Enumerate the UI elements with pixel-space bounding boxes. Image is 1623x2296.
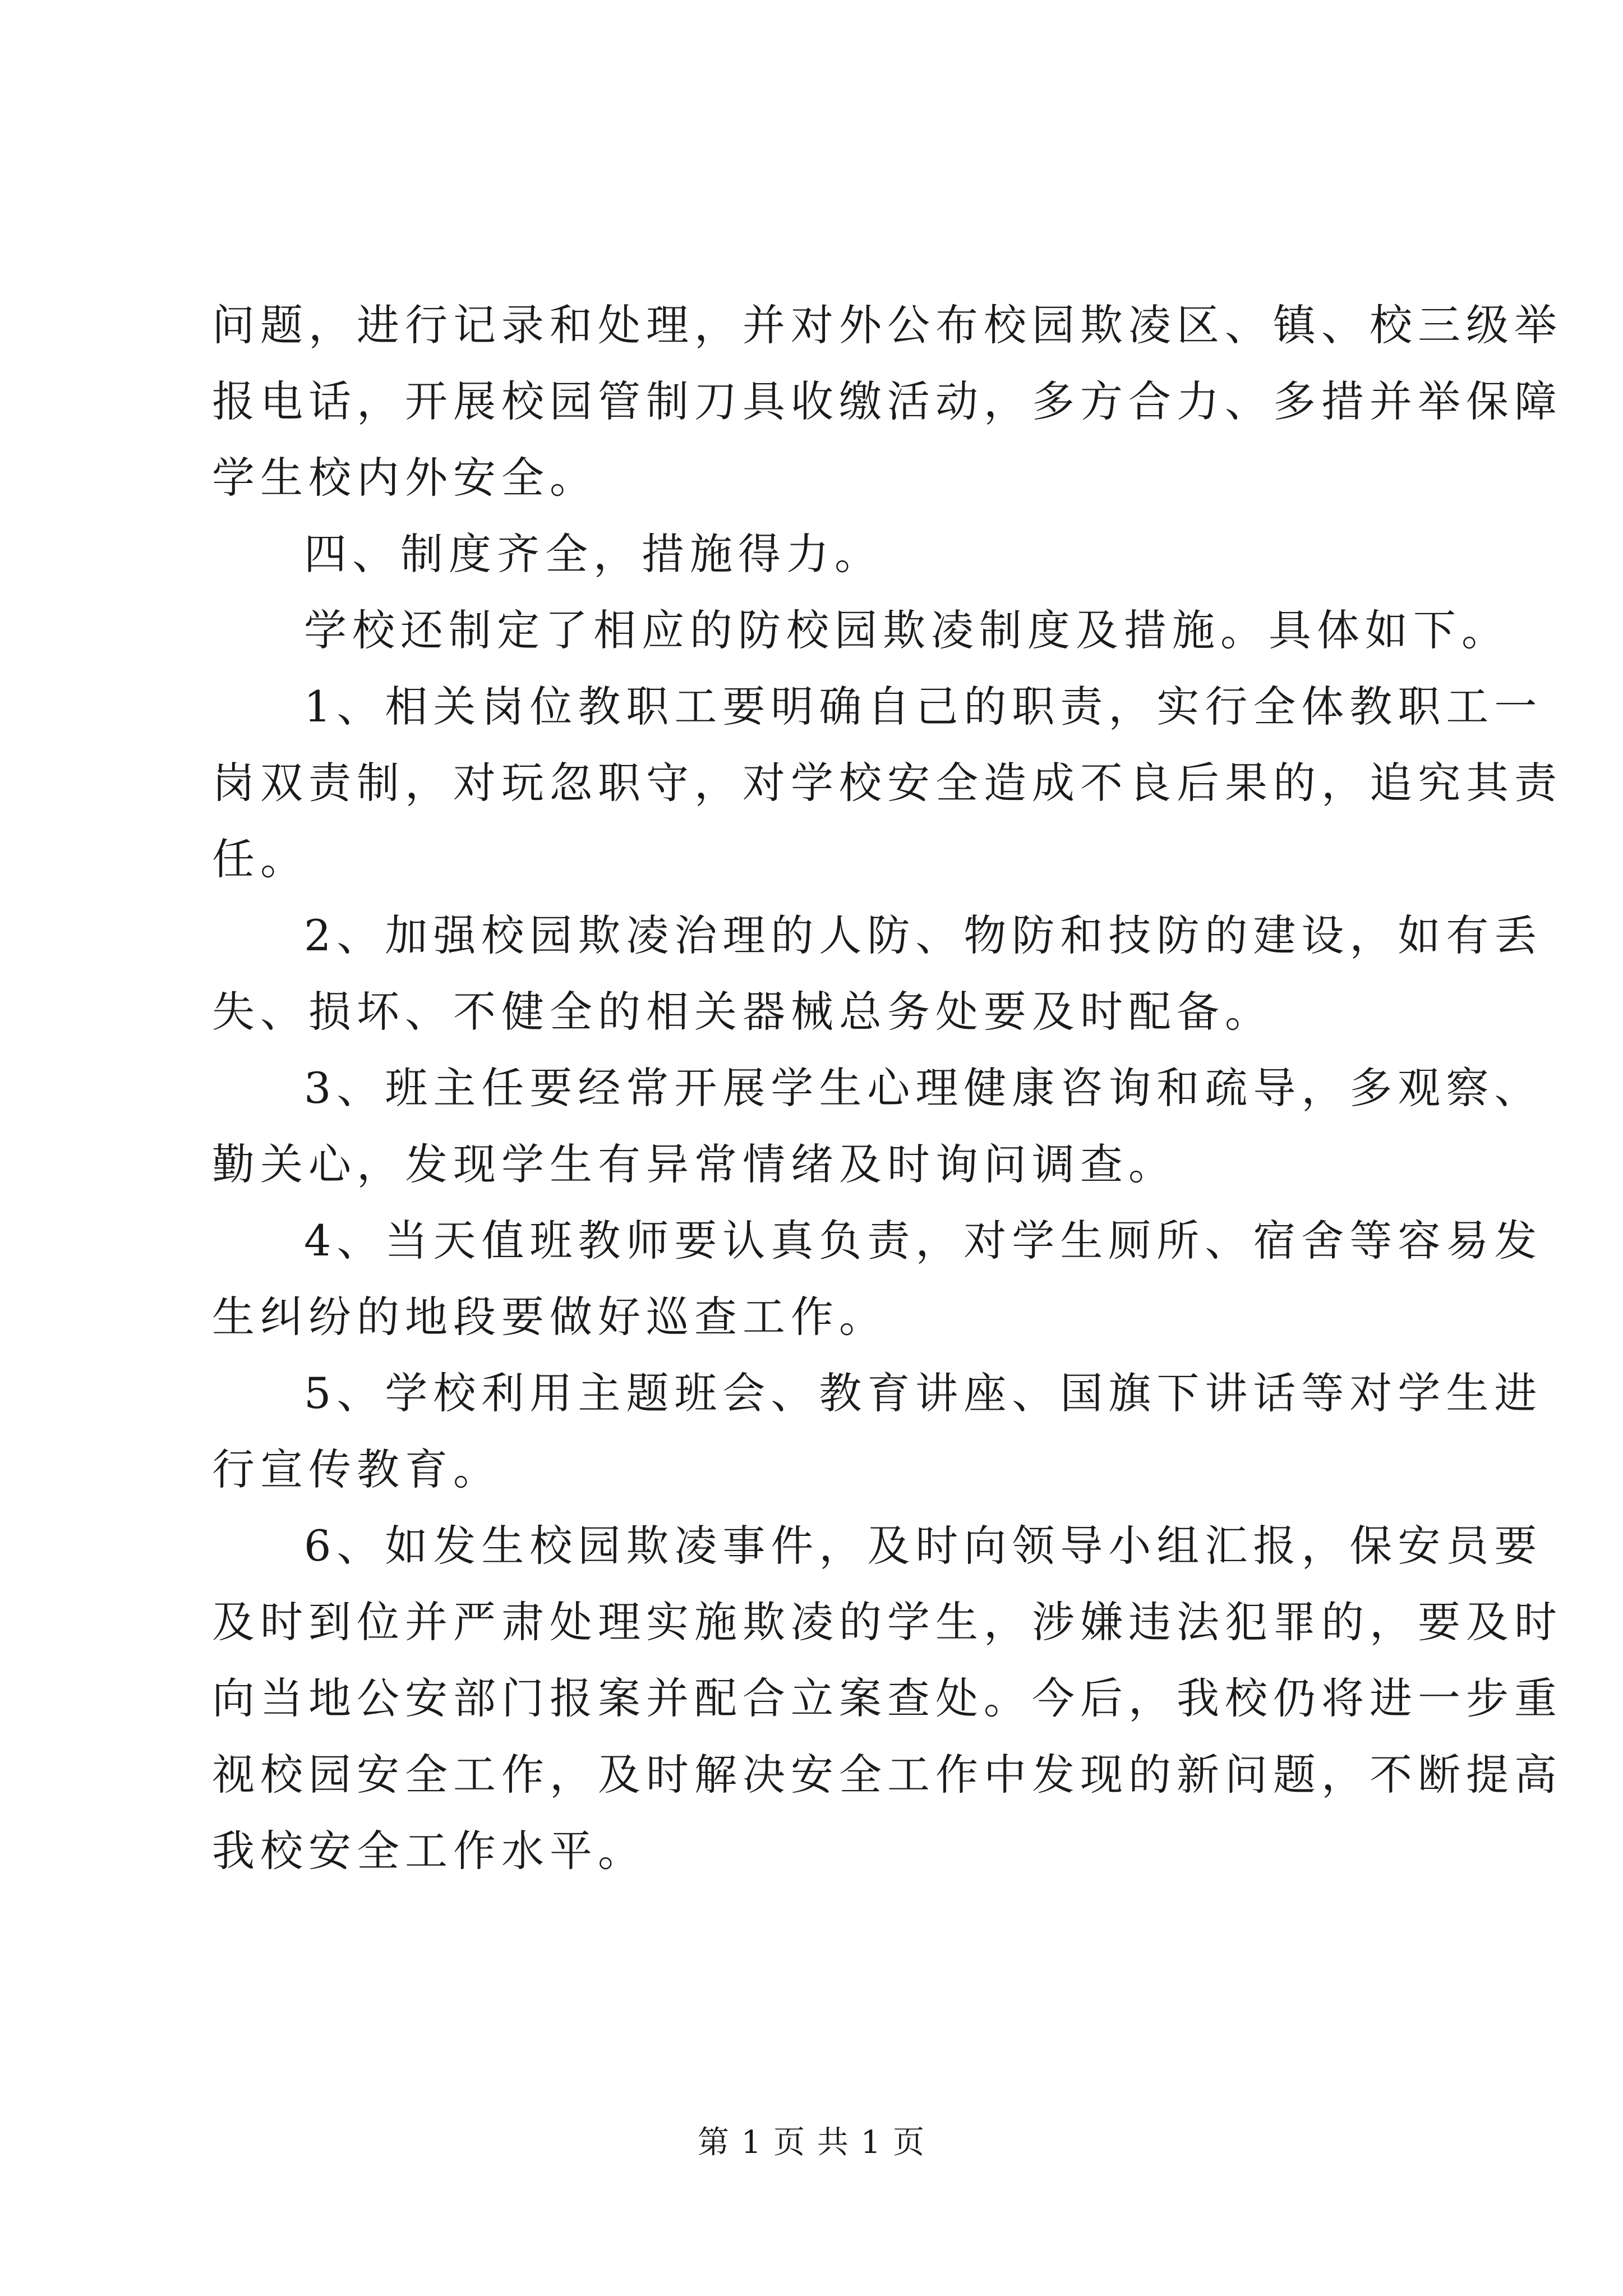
paragraph-line: 向当地公安部门报案并配合立案查处。今后，我校仍将进一步重 [212,1673,1562,1723]
paragraph-line: 失、损坏、不健全的相关器械总务处要及时配备。 [212,987,1273,1037]
paragraph [212,898,1543,1050]
page-number-label: 第 1 页 共 1 页 [697,2124,926,2161]
paragraph-line: 视校园安全工作，及时解决安全工作中发现的新问题，不断提高 [212,1750,1562,1800]
paragraph-line: 学校还制定了相应的防校园欺凌制度及措施。具体如下。 [304,605,1510,655]
paragraph-line: 四、制度齐全，措施得力。 [304,529,883,579]
paragraph [212,1508,1562,1889]
paragraph [212,669,1562,898]
paragraph-line: 6、如发生校园欺凌事件，及时向领导小组汇报，保安员要 [304,1521,1543,1571]
paragraph [212,287,1562,516]
paragraph-line: 3、班主任要经常开展学生心理健康咨询和疏导，多观察、 [304,1063,1543,1113]
paragraph-line: 学生校内外安全。 [212,453,598,503]
page-footer [0,2118,1623,2162]
paragraph-line: 问题，进行记录和处理，并对外公布校园欺凌区、镇、校三级举 [212,300,1562,350]
paragraph [212,1203,1543,1355]
paragraph-line: 1、相关岗位教职工要明确自己的职责，实行全体教职工一 [304,682,1543,731]
paragraph [212,1355,1543,1508]
document-body [212,287,1562,1889]
paragraph-line: 我校安全工作水平。 [212,1826,646,1876]
paragraph [212,592,1510,669]
paragraph-line: 任。 [212,834,308,884]
paragraph-line: 生纠纷的地段要做好巡查工作。 [212,1292,887,1342]
paragraph-line: 勤关心，发现学生有异常情绪及时询问调查。 [212,1139,1177,1189]
paragraph-line: 4、当天值班教师要认真负责，对学生厕所、宿舍等容易发 [304,1216,1543,1266]
paragraph-line: 及时到位并严肃处理实施欺凌的学生，涉嫌违法犯罪的，要及时 [212,1597,1562,1647]
paragraph [212,516,1435,592]
paragraph-line: 5、学校利用主题班会、教育讲座、国旗下讲话等对学生进 [304,1368,1543,1418]
paragraph-line: 行宣传教育。 [212,1444,501,1494]
paragraph-line: 报电话，开展校园管制刀具收缴活动，多方合力、多措并举保障 [212,376,1562,426]
paragraph [212,1050,1543,1203]
paragraph-line: 2、加强校园欺凌治理的人防、物防和技防的建设，如有丢 [304,910,1543,960]
paragraph-line: 岗双责制，对玩忽职守，对学校安全造成不良后果的，追究其责 [212,758,1562,808]
